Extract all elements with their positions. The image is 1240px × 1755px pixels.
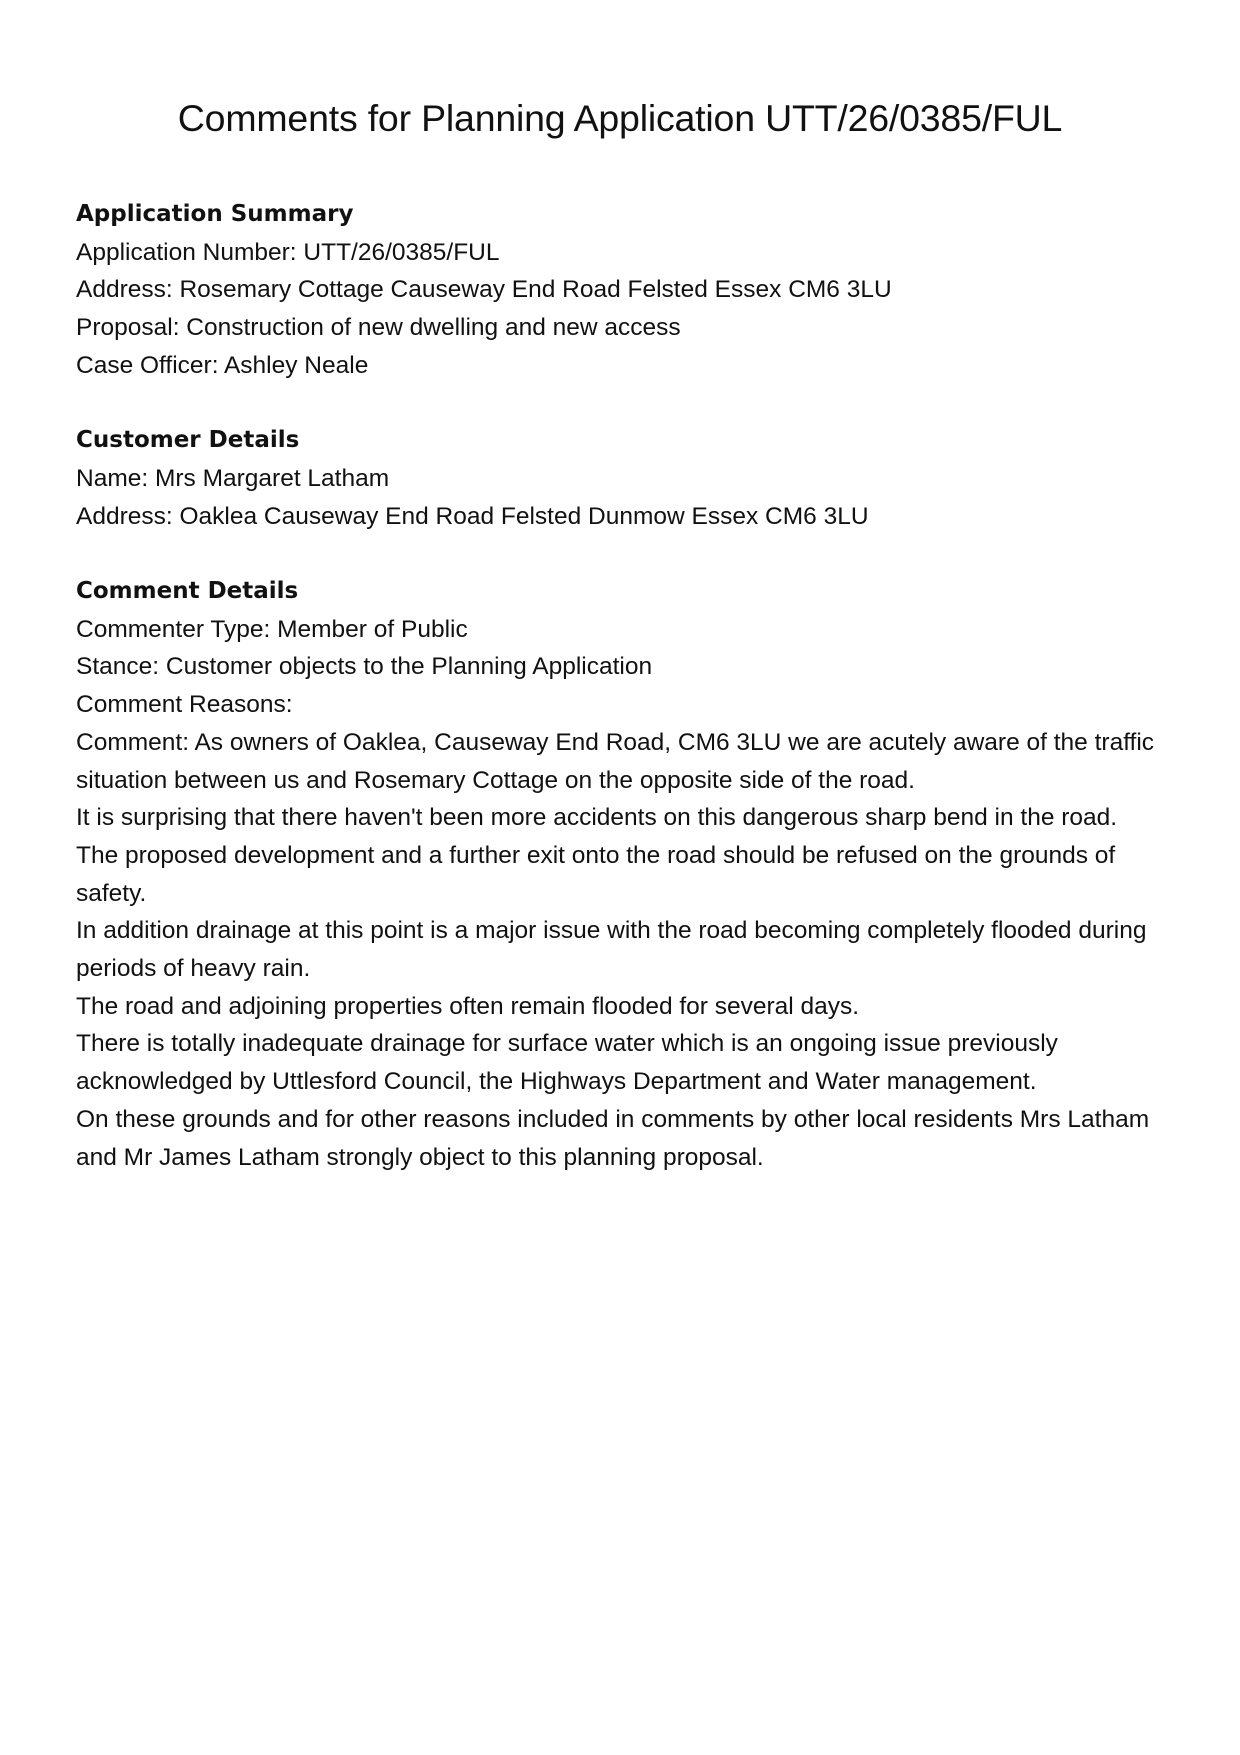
customer-details-section <box>76 422 1186 535</box>
comment-paragraph: The road and adjoining properties often remain flooded for several days. <box>76 992 860 1020</box>
customer-name: Name: Mrs Margaret Latham <box>76 464 390 492</box>
page-title: Comments for Planning Application UTT/26/0385/FUL <box>177 97 1063 139</box>
application-proposal: Proposal: Construction of new dwelling and new access <box>76 314 681 342</box>
comment-paragraph: The proposed development and a further exit onto the road should be refused on the grounds of safety. <box>76 841 1116 907</box>
comment-paragraph: It is surprising that there haven't been more accidents on this dangerous sharp bend in the road. <box>76 804 1118 832</box>
application-summary-section <box>76 196 1186 385</box>
comment-paragraph: In addition drainage at this point is a major issue with the road becoming completely flooded during periods of heavy rain. <box>76 917 1147 983</box>
comment-paragraph: Comment: As owners of Oaklea, Causeway End Road, CM6 3LU we are acutely aware of the traffic situation between us and Rosemary Cottage on the opposite side of the road. <box>76 728 1155 794</box>
stance: Stance: Customer objects to the Planning Application <box>76 653 653 681</box>
commenter-type: Commenter Type: Member of Public <box>76 615 468 643</box>
comment-reasons: Comment Reasons: <box>76 691 293 719</box>
case-officer: Case Officer: Ashley Neale <box>76 351 369 379</box>
application-address: Address: Rosemary Cottage Causeway End Road Felsted Essex CM6 3LU <box>76 276 892 304</box>
comment-paragraph: On these grounds and for other reasons included in comments by other local residents Mrs Latham and Mr James Latham strongly object to this planning proposal. <box>76 1105 1150 1171</box>
application-summary-heading: Application Summary <box>76 201 354 227</box>
comment-details-heading: Comment Details <box>76 578 299 604</box>
document-body <box>76 196 1186 1214</box>
customer-address: Address: Oaklea Causeway End Road Felsted Dunmow Essex CM6 3LU <box>76 502 869 530</box>
comment-paragraph: There is totally inadequate drainage for surface water which is an ongoing issue previously acknowledged by Uttlesford Council, the Highways Department and Water management. <box>76 1030 1058 1096</box>
customer-details-heading: Customer Details <box>76 427 300 454</box>
application-number: Application Number: UTT/26/0385/FUL <box>76 238 500 266</box>
comment-details-section <box>76 573 1186 1176</box>
